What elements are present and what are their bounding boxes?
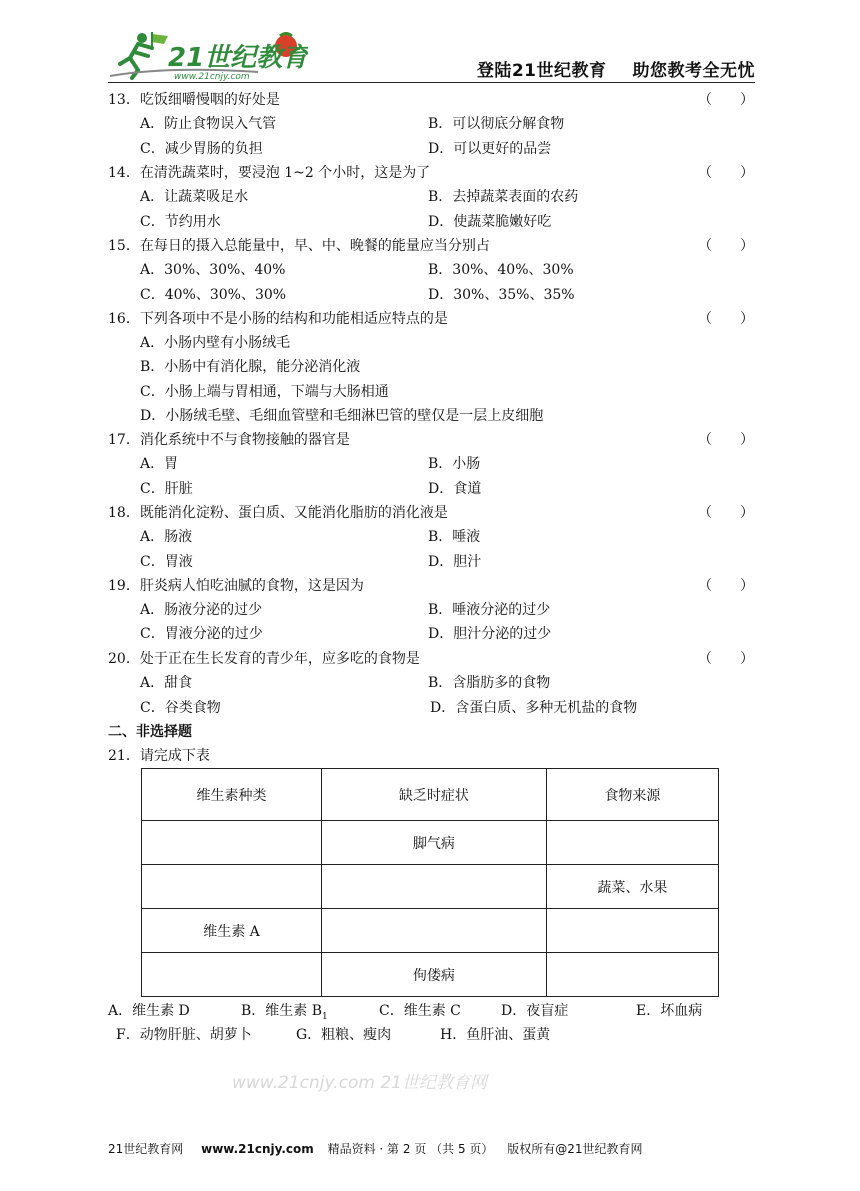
choice-f: F．动物肝脏、胡萝卜 [116,1027,252,1043]
table-row [142,821,719,865]
q19-option-c[interactable]: C．胃液分泌的过少 [140,626,263,642]
q15-option-d[interactable]: D．30%、35%、35% [428,287,575,303]
table-cell[interactable] [322,909,547,953]
q13-option-b[interactable]: B．可以彻底分解食物 [428,116,565,132]
q13-option-d[interactable]: D．可以更好的品尝 [428,141,552,157]
table-cell: 佝偻病 [322,953,547,997]
page-footer [108,1140,643,1157]
q19-option-d[interactable]: D．胆汁分泌的过少 [428,626,552,642]
question-18-stem: 18．既能消化淀粉、蛋白质、又能消化脂肪的消化液是 [108,505,448,521]
q19-option-a[interactable]: A．肠液分泌的过少 [140,602,263,618]
table-row [142,909,719,953]
table-row [142,953,719,997]
table-cell[interactable] [142,953,322,997]
page-header [108,26,755,82]
choice-b-label: B．维生素 B [241,1003,323,1019]
answer-blank-19[interactable]: （ ） [698,578,754,594]
section-title-nonchoice: 二、非选择题 [108,724,192,740]
table-cell[interactable] [142,821,322,865]
q18-option-c[interactable]: C．胃液 [140,554,193,570]
question-20-stem: 20．处于正在生长发育的青少年，应多吃的食物是 [108,651,420,667]
table-row [142,865,719,909]
question-21-stem: 21．请完成下表 [108,748,210,764]
choice-b-subscript: 1 [322,1011,328,1022]
footer-url-link[interactable]: www.21cnjy.com [201,1142,314,1156]
q20-option-c[interactable]: C．谷类食物 [140,700,221,716]
choice-g: G．粗粮、瘦肉 [296,1027,392,1043]
watermark: www.21cnjy.com 21世纪教育网 [232,1073,487,1093]
slogan-right: 助您教考全无忧 [632,61,755,81]
table-header-row [142,769,719,821]
logo-graphic [108,26,308,82]
answer-blank-17[interactable]: （ ） [698,432,754,448]
q20-option-a[interactable]: A．甜食 [140,675,193,691]
answer-blank-15[interactable]: （ ） [698,238,754,254]
footer-copyright: 版权所有@21世纪教育网 [507,1142,643,1156]
q15-option-a[interactable]: A．30%、30%、40% [140,262,286,278]
question-17-stem: 17．消化系统中不与食物接触的器官是 [108,432,350,448]
table-cell[interactable] [546,953,718,997]
q14-option-c[interactable]: C．节约用水 [140,214,221,230]
logo-text: 21世纪教育 [168,43,308,73]
table-header-cell: 维生素种类 [142,769,322,821]
table-cell[interactable] [546,909,718,953]
q16-option-a[interactable]: A．小肠内壁有小肠绒毛 [140,335,291,351]
answer-blank-16[interactable]: （ ） [698,311,754,327]
footer-page-info: 精品资料 · 第 2 页 （共 5 页） [327,1142,494,1156]
header-slogan [477,56,755,81]
q14-option-b[interactable]: B．去掉蔬菜表面的农药 [428,189,579,205]
table-cell: 脚气病 [322,821,547,865]
table-cell[interactable] [142,865,322,909]
question-14-stem: 14．在清洗蔬菜时，要浸泡 1~2 个小时，这是为了 [108,165,431,181]
q19-option-b[interactable]: B．唾液分泌的过少 [428,602,551,618]
q17-option-b[interactable]: B．小肠 [428,456,481,472]
q13-option-a[interactable]: A．防止食物误入气管 [140,116,277,132]
choice-h: H．鱼肝油、蛋黄 [440,1027,551,1043]
choice-e: E．坏血病 [636,1003,703,1019]
choice-b [241,1001,328,1027]
footer-site: 21世纪教育网 [108,1142,184,1156]
q18-option-a[interactable]: A．肠液 [140,529,193,545]
question-16-stem: 16．下列各项中不是小肠的结构和功能相适应特点的是 [108,311,448,327]
q18-option-b[interactable]: B．唾液 [428,529,481,545]
vitamin-table [141,768,719,997]
table-cell: 维生素 A [142,909,322,953]
q20-option-d[interactable]: D．含蛋白质、多种无机盐的食物 [430,700,638,716]
q14-option-a[interactable]: A．让蔬菜吸足水 [140,189,249,205]
q17-option-d[interactable]: D．食道 [428,481,482,497]
site-logo[interactable] [108,26,308,82]
question-19-stem: 19．肝炎病人怕吃油腻的食物，这是因为 [108,578,364,594]
answer-blank-20[interactable]: （ ） [698,651,754,667]
q15-option-c[interactable]: C．40%、30%、30% [140,287,287,303]
answer-blank-18[interactable]: （ ） [698,505,754,521]
q16-option-b[interactable]: B．小肠中有消化腺，能分泌消化液 [140,359,361,375]
question-15-stem: 15．在每日的摄入总能量中，早、中、晚餐的能量应当分别占 [108,238,490,254]
table-header-cell: 缺乏时症状 [322,769,547,821]
header-divider [108,82,755,83]
answer-blank-14[interactable]: （ ） [698,165,754,181]
choice-d: D．夜盲症 [501,1003,569,1019]
slogan-left: 登陆21世纪教育 [476,61,607,81]
q17-option-a[interactable]: A．胃 [140,456,179,472]
q16-option-d[interactable]: D．小肠绒毛壁、毛细血管壁和毛细淋巴管的壁仅是一层上皮细胞 [140,408,544,424]
table-cell[interactable] [322,865,547,909]
q15-option-b[interactable]: B．30%、40%、30% [428,262,574,278]
table-header-cell: 食物来源 [546,769,718,821]
answer-blank-13[interactable]: （ ） [698,92,754,108]
q17-option-c[interactable]: C．肝脏 [140,481,193,497]
table-cell[interactable] [546,821,718,865]
q16-option-c[interactable]: C．小肠上端与胃相通，下端与大肠相通 [140,384,389,400]
q13-option-c[interactable]: C．减少胃肠的负担 [140,141,263,157]
q20-option-b[interactable]: B．含脂肪多的食物 [428,675,551,691]
table-cell: 蔬菜、水果 [546,865,718,909]
choice-c: C．维生素 C [379,1003,461,1019]
q18-option-d[interactable]: D．胆汁 [428,554,482,570]
choice-a: A．维生素 D [108,1003,190,1019]
logo-url: www.21cnjy.com [174,72,250,82]
q14-option-d[interactable]: D．使蔬菜脆嫩好吃 [428,214,552,230]
question-13-stem: 13．吃饭细嚼慢咽的好处是 [108,92,280,108]
